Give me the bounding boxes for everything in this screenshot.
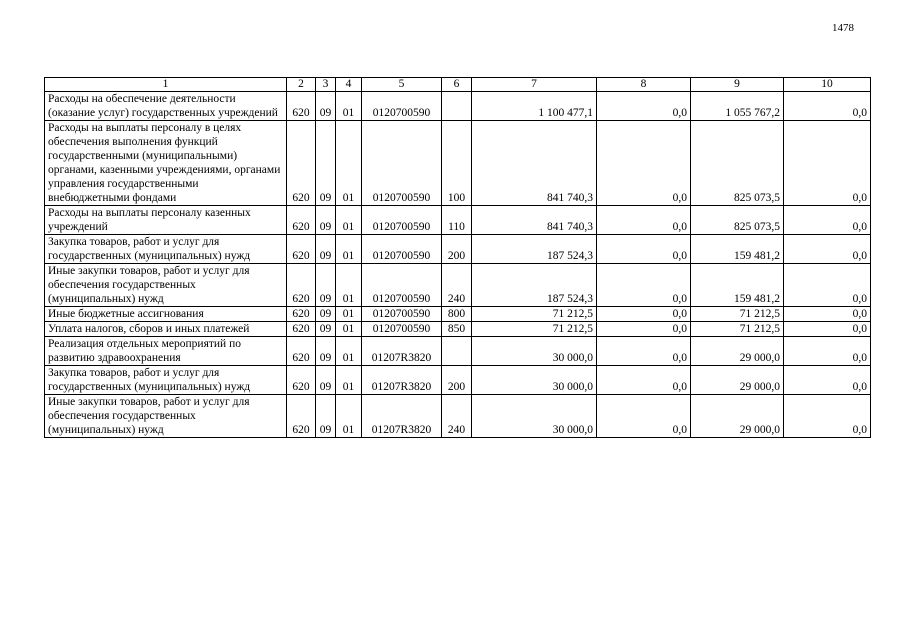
row-name: Иные бюджетные ассигнования [45,307,287,322]
cell-code: 620 [287,92,316,121]
cell-code: 620 [287,366,316,395]
cell-type [442,92,472,121]
cell-amount: 1 100 477,1 [472,92,597,121]
header-cell: 9 [691,78,784,92]
cell-amount: 825 073,5 [691,121,784,206]
header-cell: 7 [472,78,597,92]
cell-subsection: 01 [336,337,362,366]
cell-amount: 71 212,5 [472,322,597,337]
cell-amount: 0,0 [597,395,691,438]
cell-type: 240 [442,264,472,307]
cell-subsection: 01 [336,235,362,264]
cell-subsection: 01 [336,395,362,438]
cell-subsection: 01 [336,121,362,206]
cell-amount: 0,0 [597,322,691,337]
cell-amount: 841 740,3 [472,121,597,206]
cell-code: 620 [287,337,316,366]
cell-amount: 30 000,0 [472,395,597,438]
table-row [45,264,871,307]
cell-target: 0120700590 [362,206,442,235]
cell-amount: 1 055 767,2 [691,92,784,121]
cell-type: 850 [442,322,472,337]
table-row [45,307,871,322]
page-number: 1478 [832,22,854,34]
cell-subsection: 01 [336,264,362,307]
cell-amount: 0,0 [597,235,691,264]
cell-section: 09 [316,322,336,337]
cell-target: 01207R3820 [362,395,442,438]
cell-amount: 0,0 [784,92,871,121]
cell-code: 620 [287,235,316,264]
cell-section: 09 [316,121,336,206]
table-row [45,322,871,337]
cell-amount: 0,0 [784,121,871,206]
header-cell: 10 [784,78,871,92]
cell-amount: 0,0 [597,264,691,307]
row-name: Реализация отдельных мероприятий по развитию здравоохранения [45,337,287,366]
row-name: Расходы на обеспечение деятельности (оказание услуг) государственных учреждений [45,92,287,121]
cell-amount: 0,0 [597,206,691,235]
cell-amount: 71 212,5 [691,307,784,322]
cell-subsection: 01 [336,366,362,395]
header-cell: 1 [45,78,287,92]
cell-amount: 0,0 [784,264,871,307]
cell-target: 01207R3820 [362,366,442,395]
cell-amount: 159 481,2 [691,235,784,264]
cell-amount: 0,0 [784,322,871,337]
cell-amount: 0,0 [784,337,871,366]
header-cell: 2 [287,78,316,92]
cell-amount: 71 212,5 [691,322,784,337]
cell-amount: 30 000,0 [472,337,597,366]
cell-amount: 0,0 [597,307,691,322]
cell-subsection: 01 [336,307,362,322]
cell-amount: 0,0 [784,307,871,322]
row-name: Закупка товаров, работ и услуг для государственных (муниципальных) нужд [45,235,287,264]
cell-code: 620 [287,307,316,322]
cell-subsection: 01 [336,322,362,337]
cell-target: 0120700590 [362,264,442,307]
cell-section: 09 [316,337,336,366]
header-cell: 8 [597,78,691,92]
cell-section: 09 [316,395,336,438]
cell-target: 0120700590 [362,307,442,322]
cell-amount: 825 073,5 [691,206,784,235]
cell-code: 620 [287,264,316,307]
cell-subsection: 01 [336,92,362,121]
cell-code: 620 [287,322,316,337]
cell-target: 0120700590 [362,235,442,264]
cell-amount: 29 000,0 [691,395,784,438]
cell-type: 110 [442,206,472,235]
row-name: Иные закупки товаров, работ и услуг для обеспечения государственных (муниципальных) нужд [45,264,287,307]
cell-subsection: 01 [336,206,362,235]
cell-amount: 0,0 [784,366,871,395]
cell-amount: 187 524,3 [472,264,597,307]
cell-code: 620 [287,206,316,235]
cell-target: 0120700590 [362,121,442,206]
header-cell: 3 [316,78,336,92]
table-row [45,206,871,235]
header-cell: 6 [442,78,472,92]
table-row [45,337,871,366]
cell-amount: 0,0 [784,235,871,264]
row-name: Иные закупки товаров, работ и услуг для обеспечения государственных (муниципальных) нужд [45,395,287,438]
table-row [45,235,871,264]
cell-code: 620 [287,121,316,206]
cell-section: 09 [316,264,336,307]
cell-amount: 187 524,3 [472,235,597,264]
header-cell: 4 [336,78,362,92]
header-row [45,78,871,92]
cell-type: 240 [442,395,472,438]
cell-amount: 0,0 [597,337,691,366]
row-name: Уплата налогов, сборов и иных платежей [45,322,287,337]
cell-target: 0120700590 [362,92,442,121]
cell-type: 200 [442,235,472,264]
cell-type: 800 [442,307,472,322]
cell-section: 09 [316,307,336,322]
table-row [45,395,871,438]
cell-amount: 159 481,2 [691,264,784,307]
row-name: Закупка товаров, работ и услуг для государственных (муниципальных) нужд [45,366,287,395]
table-row [45,366,871,395]
cell-amount: 0,0 [784,206,871,235]
cell-section: 09 [316,366,336,395]
header-cell: 5 [362,78,442,92]
budget-table [44,77,871,438]
cell-section: 09 [316,206,336,235]
cell-target: 0120700590 [362,322,442,337]
table-row [45,92,871,121]
cell-target: 01207R3820 [362,337,442,366]
cell-amount: 71 212,5 [472,307,597,322]
table-row [45,121,871,206]
row-name: Расходы на выплаты персоналу казенных учреждений [45,206,287,235]
cell-amount: 841 740,3 [472,206,597,235]
cell-amount: 0,0 [597,366,691,395]
cell-amount: 29 000,0 [691,337,784,366]
cell-amount: 0,0 [597,92,691,121]
cell-amount: 30 000,0 [472,366,597,395]
cell-type: 100 [442,121,472,206]
cell-type: 200 [442,366,472,395]
cell-section: 09 [316,92,336,121]
row-name: Расходы на выплаты персоналу в целях обеспечения выполнения функций государственными (муниципальными) органами, казенными учреждениями, органами управления государственными внебюджетными фондами [45,121,287,206]
cell-amount: 0,0 [784,395,871,438]
cell-type [442,337,472,366]
cell-code: 620 [287,395,316,438]
cell-amount: 29 000,0 [691,366,784,395]
cell-section: 09 [316,235,336,264]
cell-amount: 0,0 [597,121,691,206]
